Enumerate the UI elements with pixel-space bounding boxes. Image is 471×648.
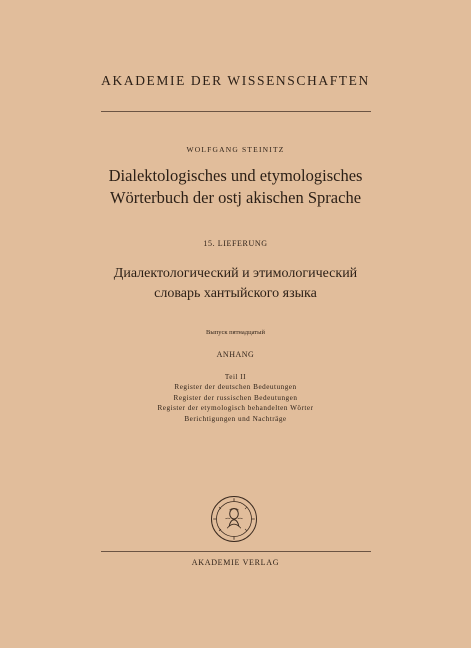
german-title-line-1: Dialektologisches und etymologisches — [108, 166, 363, 185]
part-label: Teil II — [224, 373, 247, 381]
author-name: WOLFGANG STEINITZ — [186, 145, 285, 154]
contents-item-corrections: Berichtigungen und Nachträge — [184, 414, 287, 423]
appendix-heading: ANHANG — [216, 350, 255, 359]
contents-item-etymology-register: Register der etymologisch behandelten Wörter — [157, 404, 314, 413]
bottom-divider — [101, 551, 371, 552]
top-divider — [101, 111, 371, 112]
german-title-line-2: Wörterbuch der ostj akischen Sprache — [109, 188, 362, 207]
russian-title-line-1: Диалектологический и этимологический — [113, 266, 358, 281]
russian-title-line-2: словарь хантыйского языка — [154, 286, 317, 301]
russian-issue-label: Выпуск пятнадцатый — [206, 329, 265, 336]
russian-title — [0, 264, 471, 304]
contents-list — [0, 372, 471, 424]
german-title — [0, 165, 471, 209]
contents-item-german-register: Register der deutschen Bedeutungen — [174, 383, 297, 392]
academy-name: AKADEMIE DER WISSENSCHAFTEN — [101, 73, 370, 88]
contents-item-russian-register: Register der russischen Bedeutungen — [173, 393, 298, 402]
academy-seal-icon — [210, 495, 258, 543]
publisher-name: AKADEMIE VERLAG — [191, 558, 280, 567]
delivery-number: 15. LIEFERUNG — [203, 239, 268, 248]
